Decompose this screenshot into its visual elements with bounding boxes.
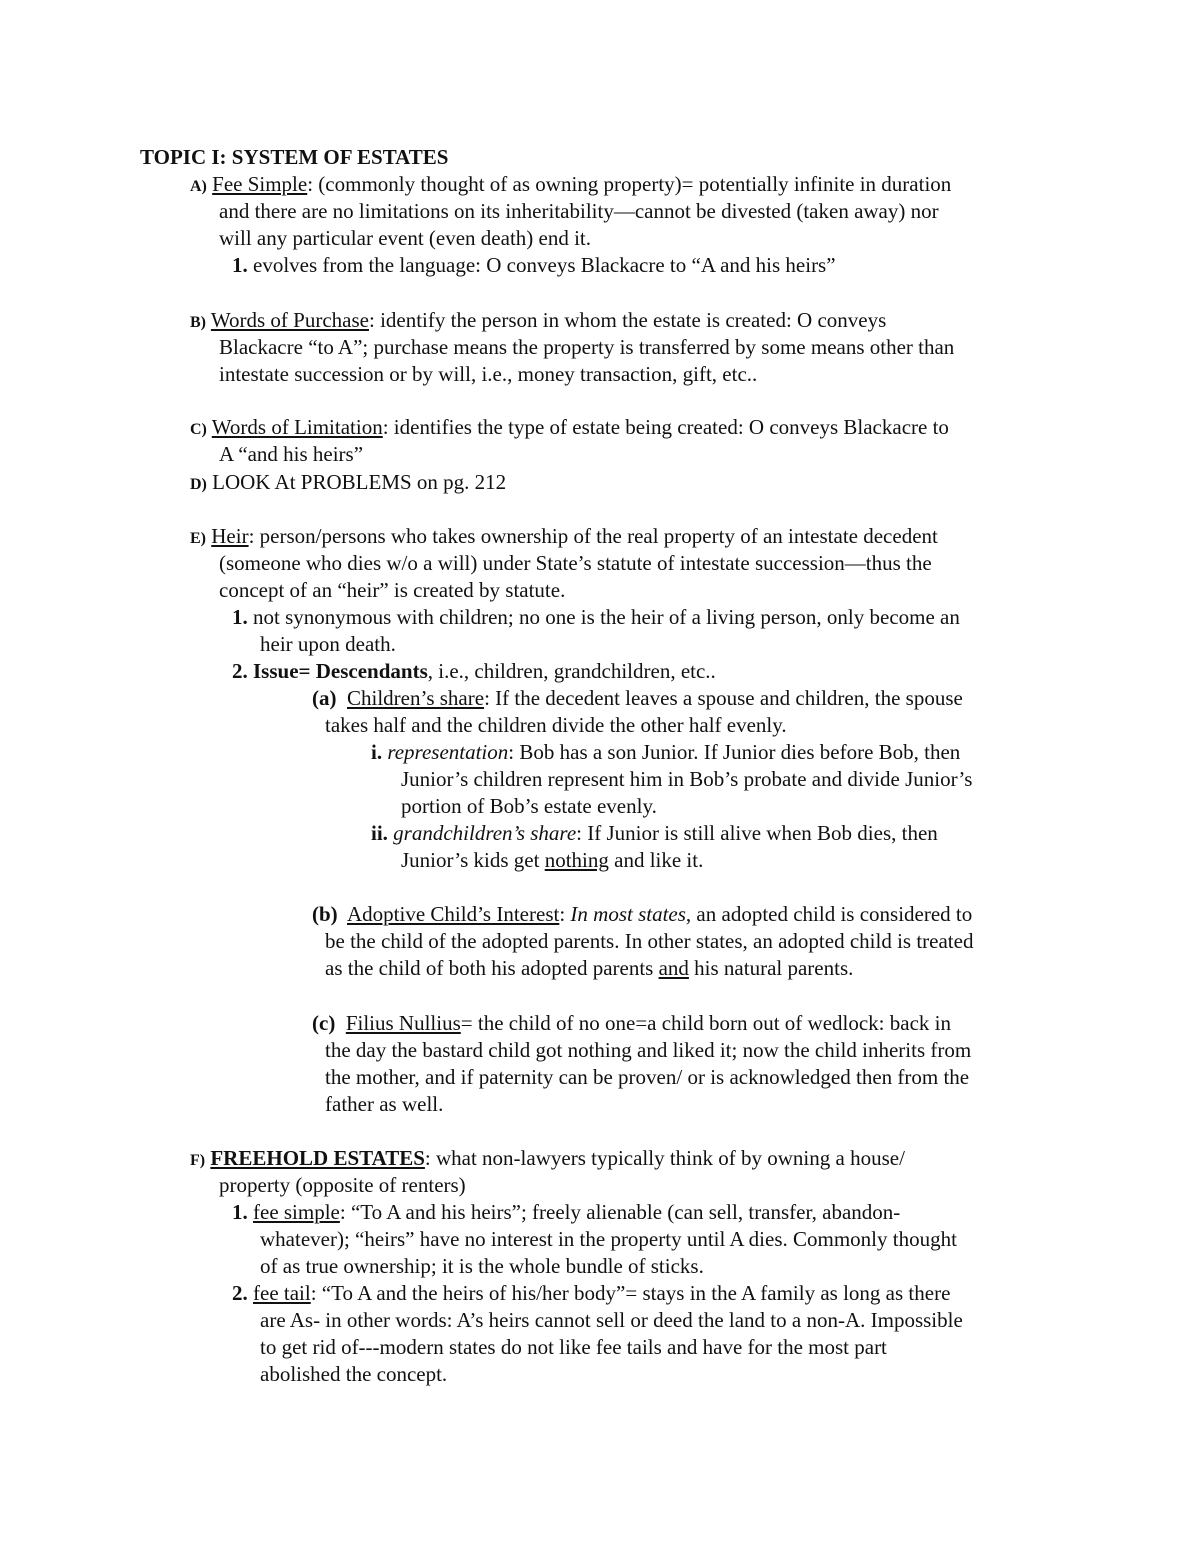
item-text: his natural parents. xyxy=(688,956,854,980)
subsection-a-text: : If the decedent leaves a spouse and children, the spouse xyxy=(484,686,963,710)
section-b-text: : identify the person in whom the estate is created: O conveys xyxy=(368,308,887,332)
section-a xyxy=(190,171,951,200)
subsection-a-item-ii xyxy=(371,820,938,847)
item-number: 1. xyxy=(232,605,248,629)
item-text: and like it. xyxy=(608,848,704,872)
section-e-label: E) xyxy=(190,530,206,547)
subsection-a-item-i xyxy=(371,739,960,766)
item-text: , i.e., children, grandchildren, etc.. xyxy=(427,659,716,683)
item-text: : “To A and his heirs”; freely alienable (can sell, transfer, abandon- xyxy=(339,1200,901,1224)
item-text: evolves from the language: O conveys Blackacre to “A and his heirs” xyxy=(253,253,836,277)
subsection-a-item-i-line: Junior’s children represent him in Bob’s probate and divide Junior’s xyxy=(401,767,973,791)
section-f-item-1-line: of as true ownership; it is the whole bundle of sticks. xyxy=(260,1254,704,1278)
subsection-c-label: (c) xyxy=(312,1011,336,1035)
section-f-item-1-line: whatever); “heirs” have no interest in the property until A dies. Commonly thought xyxy=(260,1227,957,1251)
subsection-c-line: the mother, and if paternity can be proven/ or is acknowledged then from the xyxy=(325,1065,970,1089)
section-a-term: Fee Simple xyxy=(212,172,308,196)
section-c-label: C) xyxy=(190,421,207,438)
section-f-item-2-line: to get rid of---modern states do not like fee tails and have for the most part xyxy=(260,1335,887,1359)
subsection-b-term: Adoptive Child’s Interest xyxy=(347,902,560,926)
section-e-item-1-line: heir upon death. xyxy=(260,632,396,656)
item-number: 1. xyxy=(232,1200,248,1224)
item-text: : Bob has a son Junior. If Junior dies before Bob, then xyxy=(508,740,961,764)
subsection-b-italic: In most states xyxy=(570,902,686,926)
item-number: 2. xyxy=(232,1281,248,1305)
section-e xyxy=(190,523,938,552)
section-f-term: FREEHOLD ESTATES xyxy=(210,1146,425,1170)
section-f-item-2-line: are As- in other words: A’s heirs cannot sell or deed the land to a non-A. Impossible xyxy=(260,1308,963,1332)
section-d xyxy=(190,469,506,498)
item-text: as the child of both his adopted parents xyxy=(325,956,659,980)
section-f-line: property (opposite of renters) xyxy=(219,1173,466,1197)
subsection-a-item-i-line: portion of Bob’s estate evenly. xyxy=(401,794,657,818)
separator: : xyxy=(559,902,571,926)
subsection-a xyxy=(312,685,963,712)
subsection-a-label: (a) xyxy=(312,686,337,710)
item-italic-term: grandchildren’s share xyxy=(393,821,577,845)
item-number: 1. xyxy=(232,253,248,277)
section-e-line: (someone who dies w/o a will) under State’s statute of intestate succession—thus the xyxy=(219,551,932,575)
subsection-c-line: father as well. xyxy=(325,1092,444,1116)
section-c xyxy=(190,414,949,443)
subsection-a-term: Children’s share xyxy=(347,686,485,710)
section-c-term: Words of Limitation xyxy=(211,415,383,439)
section-a-line: and there are no limitations on its inheritability—cannot be divested (taken away) nor xyxy=(219,199,939,223)
subsection-a-item-ii-line xyxy=(401,847,703,874)
section-a-label: A) xyxy=(190,178,207,195)
section-d-label: D) xyxy=(190,476,207,493)
item-text: not synonymous with children; no one is the heir of a living person, only become an xyxy=(253,605,960,629)
section-f-text: : what non-lawyers typically think of by owning a house/ xyxy=(424,1146,905,1170)
section-b-label: B) xyxy=(190,314,206,331)
section-a-item-1 xyxy=(232,252,836,279)
section-f-label: F) xyxy=(190,1152,206,1169)
item-text: : If Junior is still alive when Bob dies, then xyxy=(576,821,938,845)
section-c-line: A “and his heirs” xyxy=(219,442,364,466)
item-underlined-word: nothing xyxy=(544,848,609,872)
section-e-term: Heir xyxy=(211,524,249,548)
item-underlined-word: and xyxy=(658,956,689,980)
section-e-line: concept of an “heir” is created by statute. xyxy=(219,578,566,602)
section-f xyxy=(190,1145,905,1174)
item-text: : “To A and the heirs of his/her body”= stays in the A family as long as there xyxy=(310,1281,951,1305)
section-e-text: : person/persons who takes ownership of the real property of an intestate decedent xyxy=(248,524,938,548)
section-e-item-1 xyxy=(232,604,960,631)
roman-number: i. xyxy=(371,740,383,764)
section-d-text: LOOK At PROBLEMS on pg. 212 xyxy=(212,470,507,494)
item-number: 2. xyxy=(232,659,248,683)
subsection-c-text: = the child of no one=a child born out of wedlock: back in xyxy=(460,1011,951,1035)
section-f-item-2-line: abolished the concept. xyxy=(260,1362,448,1386)
section-f-item-1 xyxy=(232,1199,900,1226)
item-italic-term: representation xyxy=(387,740,509,764)
item-term: fee tail xyxy=(253,1281,311,1305)
subsection-b-text: , an adopted child is considered to xyxy=(685,902,973,926)
section-e-item-2 xyxy=(232,658,716,685)
section-f-item-2 xyxy=(232,1280,950,1307)
section-a-text: : (commonly thought of as owning property)= potentially infinite in duration xyxy=(307,172,952,196)
section-b xyxy=(190,307,886,336)
roman-number: ii. xyxy=(371,821,388,845)
section-b-term: Words of Purchase xyxy=(210,308,369,332)
section-b-line: Blackacre “to A”; purchase means the property is transferred by some means other than xyxy=(219,335,955,359)
subsection-b-line: be the child of the adopted parents. In other states, an adopted child is treated xyxy=(325,929,974,953)
subsection-a-line: takes half and the children divide the other half evenly. xyxy=(325,713,787,737)
section-c-text: : identifies the type of estate being created: O conveys Blackacre to xyxy=(382,415,949,439)
subsection-c-term: Filius Nullius xyxy=(345,1011,461,1035)
subsection-b-label: (b) xyxy=(312,902,338,926)
subsection-c-line: the day the bastard child got nothing and liked it; now the child inherits from xyxy=(325,1038,972,1062)
item-term: fee simple xyxy=(253,1200,340,1224)
item-text: Junior’s kids get xyxy=(401,848,545,872)
section-a-line: will any particular event (even death) end it. xyxy=(219,226,592,250)
page-title: TOPIC I: SYSTEM OF ESTATES xyxy=(140,145,449,169)
section-b-line: intestate succession or by will, i.e., money transaction, gift, etc.. xyxy=(219,362,758,386)
subsection-b xyxy=(312,901,972,928)
subsection-b-line xyxy=(325,955,853,982)
subsection-c xyxy=(312,1010,951,1037)
item-bold-term: Issue= Descendants xyxy=(253,659,428,683)
